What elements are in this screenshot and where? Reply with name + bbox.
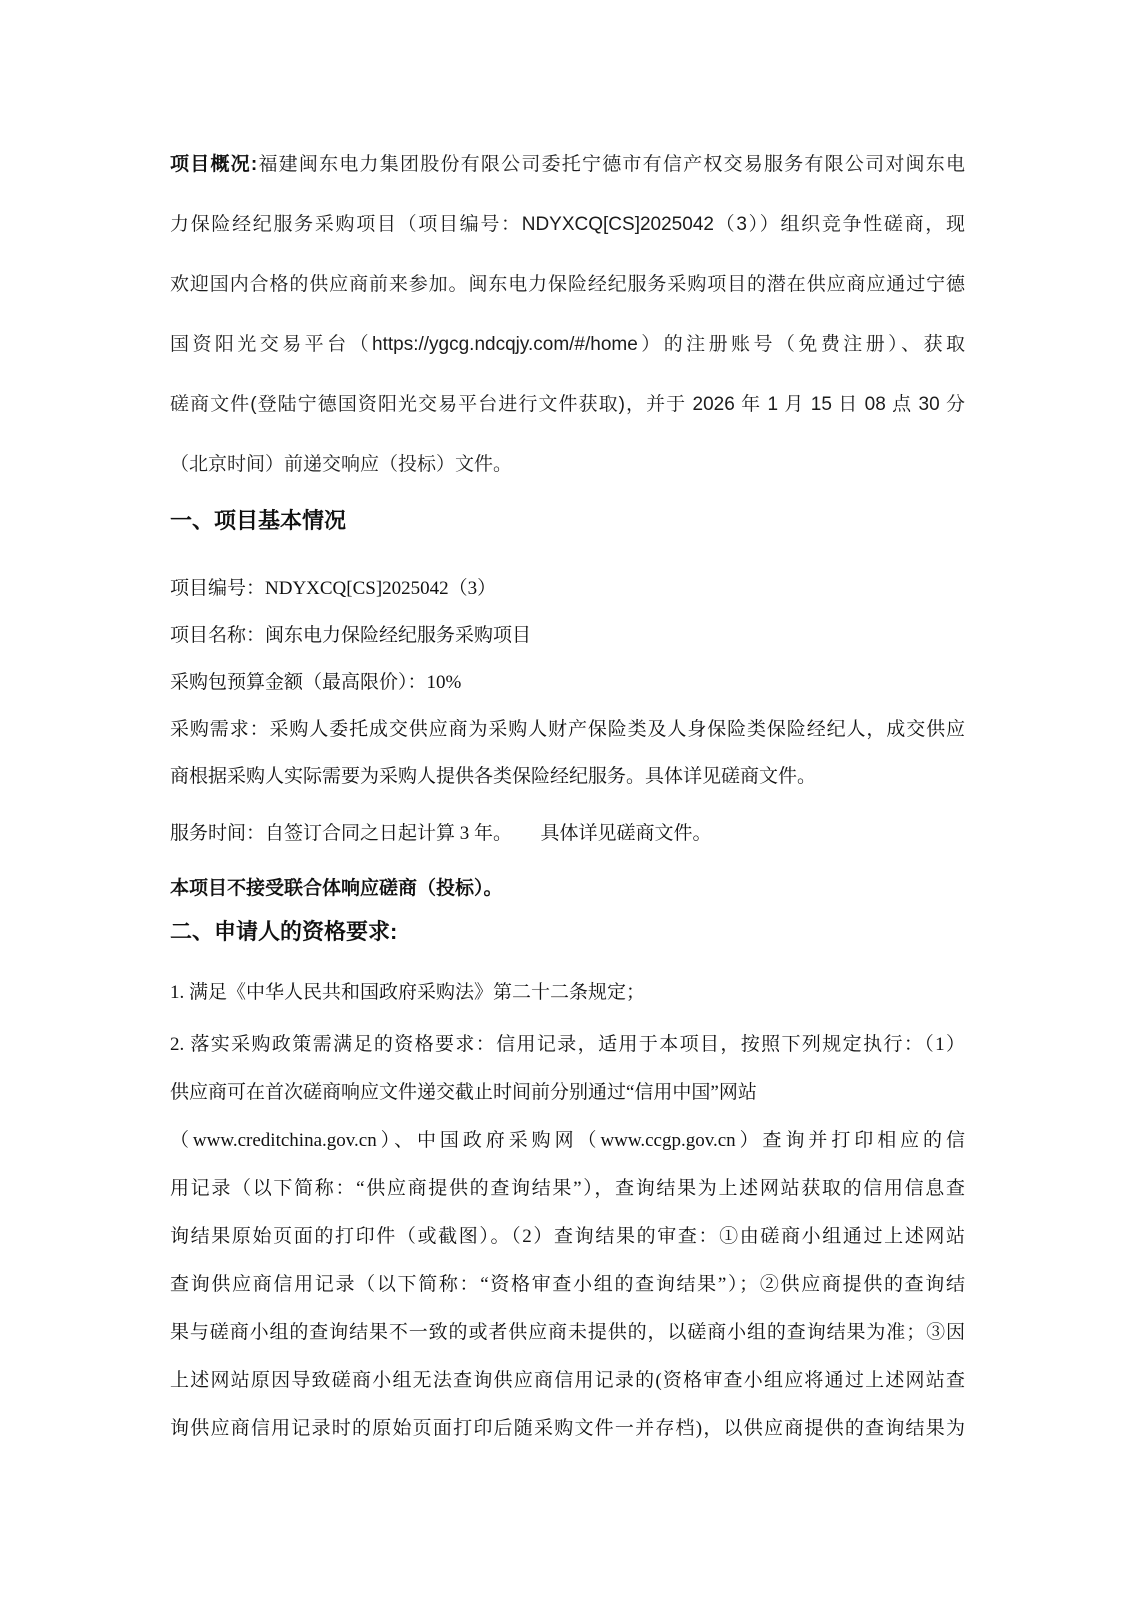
project-number-line: 项目编号：NDYXCQ[CS]2025042（3） [170, 578, 497, 599]
section-2-heading: 二、申请人的资格要求: [170, 919, 398, 944]
overview-line: 磋商文件(登陆宁德国资阳光交易平台进行文件获取)，并于 2026 年 1 月 15 日 08 点 30 分 [170, 394, 965, 415]
overview-line: 国资阳光交易平台（https://ygcg.ndcqjy.com/#/home）的注册账号（免费注册）、获取 [170, 334, 965, 355]
credit-record-line: 果与磋商小组的查询结果不一致的或者供应商未提供的，以磋商小组的查询结果为准；③因 [170, 1322, 965, 1343]
overview-label: 项目概况: [170, 154, 258, 175]
procurement-demand-paragraph [170, 706, 965, 800]
qualification-item-2-paragraph [170, 1021, 965, 1453]
overview-paragraph [170, 135, 965, 495]
credit-record-line: 用记录（以下简称：“供应商提供的查询结果”），查询结果为上述网站获取的信用信息查 [170, 1178, 965, 1199]
credit-record-line: 2. 落实采购政策需满足的资格要求：信用记录，适用于本项目，按照下列规定执行：（1） [170, 1034, 965, 1055]
overview-line [170, 135, 965, 195]
overview-line: 力保险经纪服务采购项目（项目编号：NDYXCQ[CS]2025042（3））组织竞争性磋商，现 [170, 214, 965, 235]
procurement-demand-line: 商根据采购人实际需要为采购人提供各类保险经纪服务。具体详见磋商文件。 [170, 766, 817, 787]
procurement-demand-line: 采购需求：采购人委托成交供应商为采购人财产保险类及人身保险类保险经纪人，成交供应 [170, 719, 965, 740]
credit-record-line: 供应商可在首次磋商响应文件递交截止时间前分别通过“信用中国”网站 [170, 1082, 757, 1103]
section-1-heading: 一、项目基本情况 [170, 508, 347, 533]
credit-record-line: 查询供应商信用记录（以下简称：“资格审查小组的查询结果”）；②供应商提供的查询结 [170, 1274, 965, 1295]
credit-record-line: （www.creditchina.gov.cn）、中国政府采购网（www.ccgp.gov.cn）查询并打印相应的信 [170, 1130, 965, 1151]
no-consortium-line: 本项目不接受联合体响应磋商（投标）。 [170, 878, 503, 899]
credit-record-line: 询结果原始页面的打印件（或截图）。（2）查询结果的审查：①由磋商小组通过上述网站 [170, 1226, 965, 1247]
overview-line: （北京时间）前递交响应（投标）文件。 [170, 454, 513, 475]
credit-record-line: 上述网站原因导致磋商小组无法查询供应商信用记录的(资格审查小组应将通过上述网站查 [170, 1370, 965, 1391]
overview-line-text: 福建闽东电力集团股份有限公司委托宁德市有信产权交易服务有限公司对闽东电 [257, 154, 965, 175]
budget-line: 采购包预算金额（最高限价）：10% [170, 672, 462, 693]
credit-record-line: 询供应商信用记录时的原始页面打印后随采购文件一并存档)，以供应商提供的查询结果为 [170, 1418, 965, 1439]
qualification-item-1: 1. 满足《中华人民共和国政府采购法》第二十二条规定； [170, 982, 646, 1003]
service-time-line: 服务时间：自签订合同之日起计算 3 年。 具体详见磋商文件。 [170, 823, 712, 844]
overview-line: 欢迎国内合格的供应商前来参加。闽东电力保险经纪服务采购项目的潜在供应商应通过宁德 [170, 274, 965, 295]
project-name-line: 项目名称：闽东电力保险经纪服务采购项目 [170, 625, 532, 646]
